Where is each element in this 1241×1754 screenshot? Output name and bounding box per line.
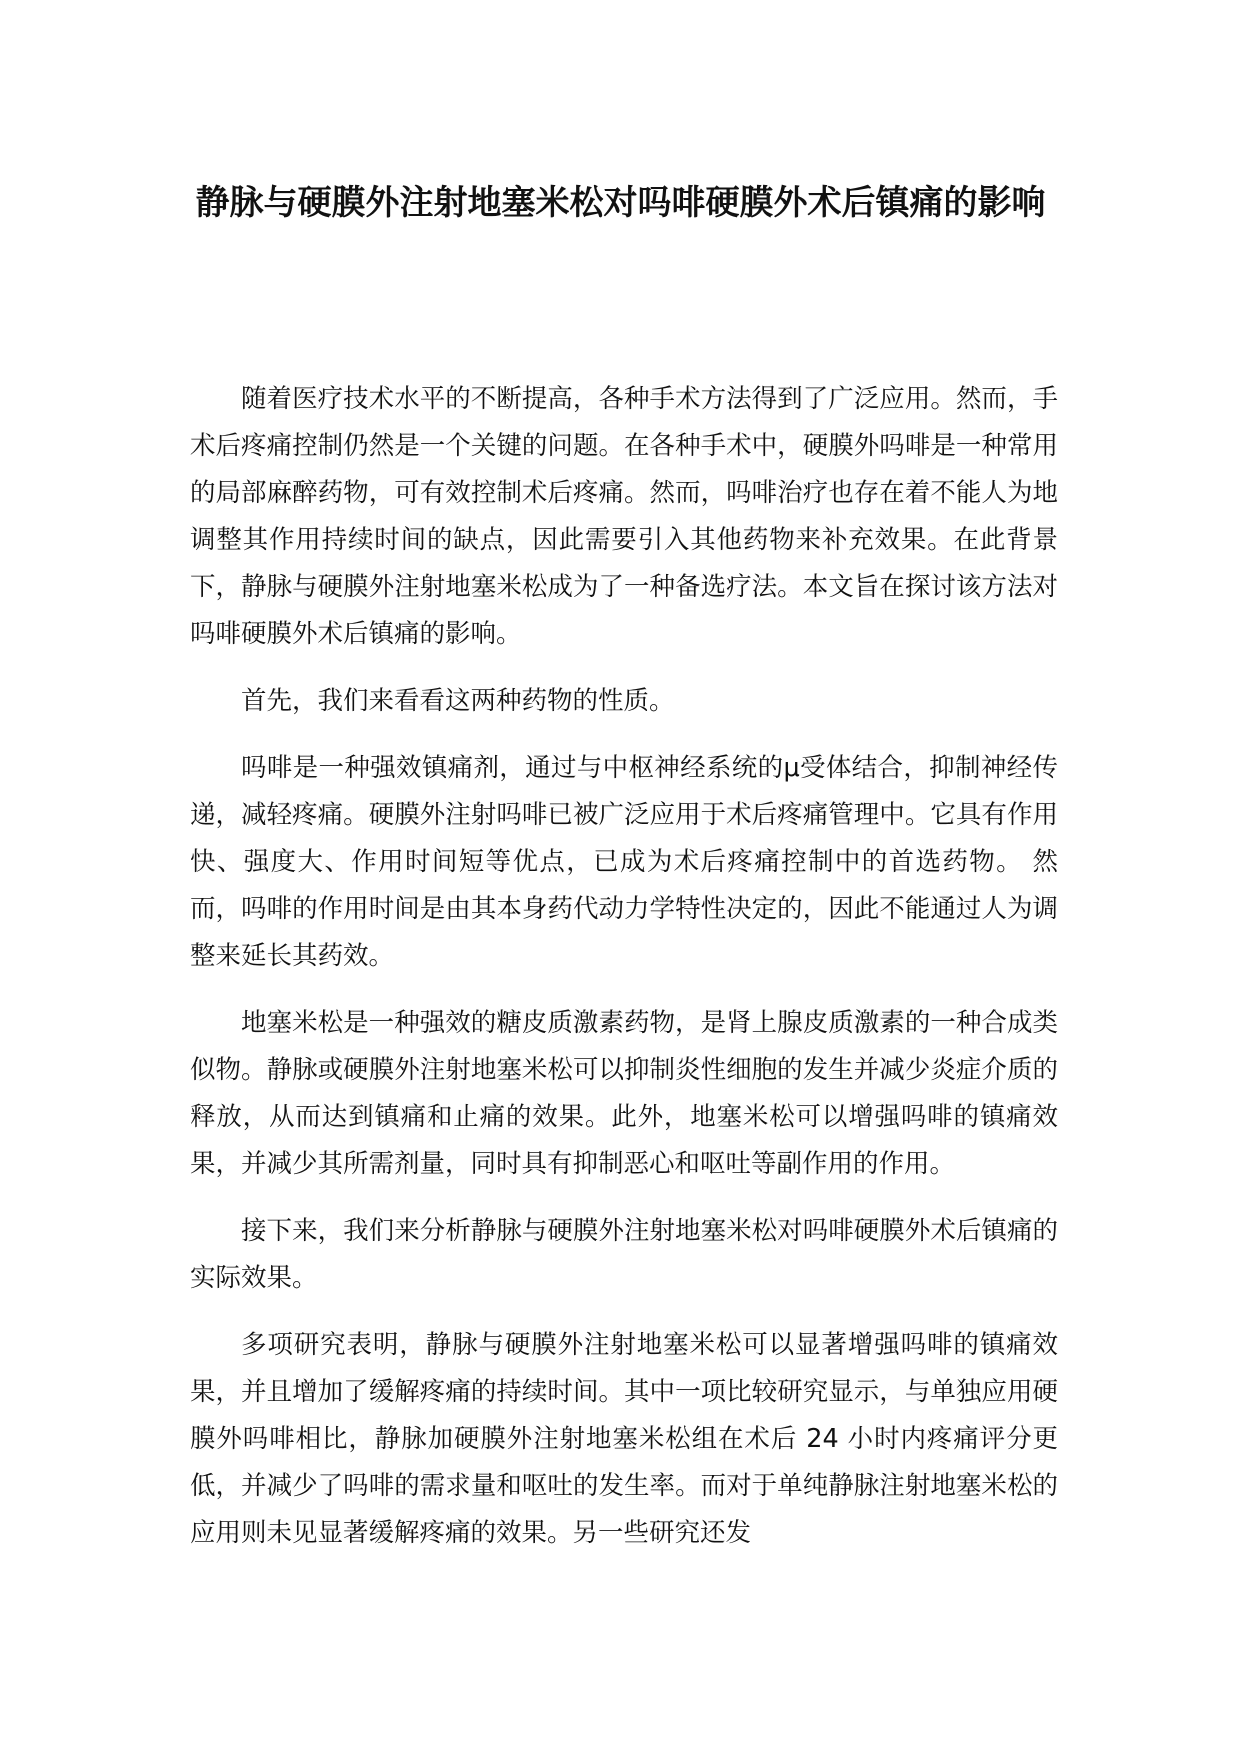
paragraph: 吗啡是一种强效镇痛剂，通过与中枢神经系统的μ受体结合，抑制神经传递，减轻疼痛。硬膜外注射吗啡已被广泛应用于术后疼痛管理中。它具有作用快、强度大、作用时间短等优点，已成为术后疼痛控制中的首选药物。 然而，吗啡的作用时间是由其本身药代动力学特性决定的，因此不能通过人为调整来延长其药效。: [190, 753, 1058, 971]
document-body: [190, 376, 1058, 1577]
paragraph: 首先，我们来看看这两种药物的性质。: [241, 686, 675, 716]
document-title: 静脉与硬膜外注射地塞米松对吗啡硬膜外术后镇痛的影响: [195, 183, 1046, 223]
paragraph: 随着医疗技术水平的不断提高，各种手术方法得到了广泛应用。然而，手术后疼痛控制仍然是一个关键的问题。在各种手术中，硬膜外吗啡是一种常用的局部麻醉药物，可有效控制术后疼痛。然而，吗啡治疗也存在着不能人为地调整其作用持续时间的缺点，因此需要引入其他药物来补充效果。在此背景下，静脉与硬膜外注射地塞米松成为了一种备选疗法。本文旨在探讨该方法对吗啡硬膜外术后镇痛的影响。: [190, 384, 1058, 649]
paragraph: 接下来，我们来分析静脉与硬膜外注射地塞米松对吗啡硬膜外术后镇痛的实际效果。: [190, 1216, 1058, 1293]
paragraph: 地塞米松是一种强效的糖皮质激素药物，是肾上腺皮质激素的一种合成类似物。静脉或硬膜外注射地塞米松可以抑制炎性细胞的发生并减少炎症介质的释放，从而达到镇痛和止痛的效果。此外，地塞米松可以增强吗啡的镇痛效果，并减少其所需剂量，同时具有抑制恶心和呕吐等副作用的作用。: [190, 1008, 1058, 1179]
paragraph: 多项研究表明，静脉与硬膜外注射地塞米松可以显著增强吗啡的镇痛效果，并且增加了缓解疼痛的持续时间。其中一项比较研究显示，与单独应用硬膜外吗啡相比，静脉加硬膜外注射地塞米松组在术后 24 小时内疼痛评分更低，并减少了吗啡的需求量和呕吐的发生率。而对于单纯静脉注射地塞米松的应用则未见显著缓解疼痛的效果。另一些研究还发: [190, 1330, 1058, 1548]
